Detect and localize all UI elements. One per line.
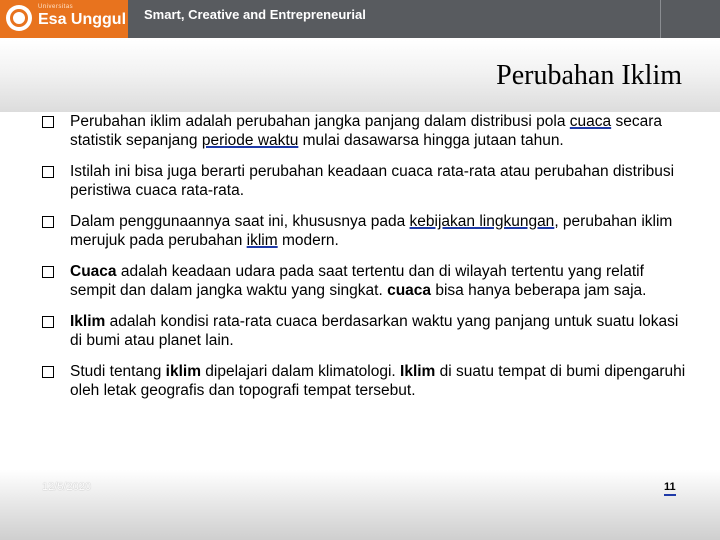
bullet-text: , perubahan iklim merujuk pada perubahan: [70, 213, 673, 249]
bullet-text: di suatu tempat di bumi dipengaruhi oleh letak geografis dan topografi tempat tersebut.: [70, 363, 686, 399]
bold-term: Iklim: [400, 363, 436, 380]
bullet-item: [40, 212, 690, 250]
checkbox-bullet-icon: [42, 266, 54, 278]
bold-term: iklim: [165, 363, 201, 380]
bold-term: Iklim: [70, 313, 106, 330]
checkbox-bullet-icon: [42, 166, 54, 178]
checkbox-bullet-icon: [42, 216, 54, 228]
bullet-text: Studi tentang: [70, 363, 166, 380]
logo-name: Esa Unggul: [38, 11, 127, 28]
bullet-text: modern.: [277, 232, 339, 249]
page-number: 11: [664, 481, 676, 496]
slide-title: Perubahan Iklim: [496, 60, 682, 91]
checkbox-bullet-icon: [42, 316, 54, 328]
bullet-item: [40, 362, 690, 400]
bullet-item: [40, 262, 690, 300]
bullet-list: [40, 112, 690, 412]
link-cuaca[interactable]: cuaca: [569, 113, 612, 130]
checkbox-bullet-icon: [42, 366, 54, 378]
bold-term: cuaca: [387, 282, 432, 299]
bullet-text: Perubahan iklim adalah perubahan jangka panjang dalam distribusi pola: [70, 113, 570, 130]
bullet-text: adalah keadaan udara pada saat tertentu dan di wilayah tertentu yang relatif sempit dan dalam jangka waktu yang singkat.: [70, 263, 644, 299]
link-iklim[interactable]: iklim: [246, 232, 278, 249]
bullet-text: Istilah ini bisa juga berarti perubahan keadaan cuaca rata-rata atau perubahan distribusi peristiwa cuaca rata-rata.: [70, 163, 675, 199]
bullet-item: [40, 112, 690, 150]
footer-band: [0, 470, 720, 540]
link-kebijakan-lingkungan[interactable]: kebijakan lingkungan: [409, 213, 555, 230]
bullet-text: dipelajari dalam klimatologi.: [201, 363, 401, 380]
logo: [0, 0, 128, 38]
bullet-text: Dalam penggunaannya saat ini, khususnya pada: [70, 213, 410, 230]
bullet-item: [40, 312, 690, 350]
header-bar: [0, 0, 720, 38]
bold-term: Cuaca: [70, 263, 117, 280]
university-emblem-icon: [6, 5, 32, 31]
logo-subtitle: Universitas: [38, 4, 74, 10]
slide-date: 12/5/2020: [42, 481, 91, 493]
link-periode-waktu[interactable]: periode waktu: [201, 132, 299, 149]
bullet-text: bisa hanya beberapa jam saja.: [431, 282, 647, 299]
bullet-text: secara statistik sepanjang: [70, 113, 663, 149]
tagline: Smart, Creative and Entrepreneurial: [144, 7, 366, 22]
checkbox-bullet-icon: [42, 116, 54, 128]
bullet-text: adalah kondisi rata-rata cuaca berdasarkan waktu yang panjang untuk suatu lokasi di bumi atau planet lain.: [70, 313, 679, 349]
header-divider: [660, 0, 661, 38]
bullet-item: [40, 162, 690, 200]
bullet-text: mulai dasawarsa hingga jutaan tahun.: [298, 132, 564, 149]
